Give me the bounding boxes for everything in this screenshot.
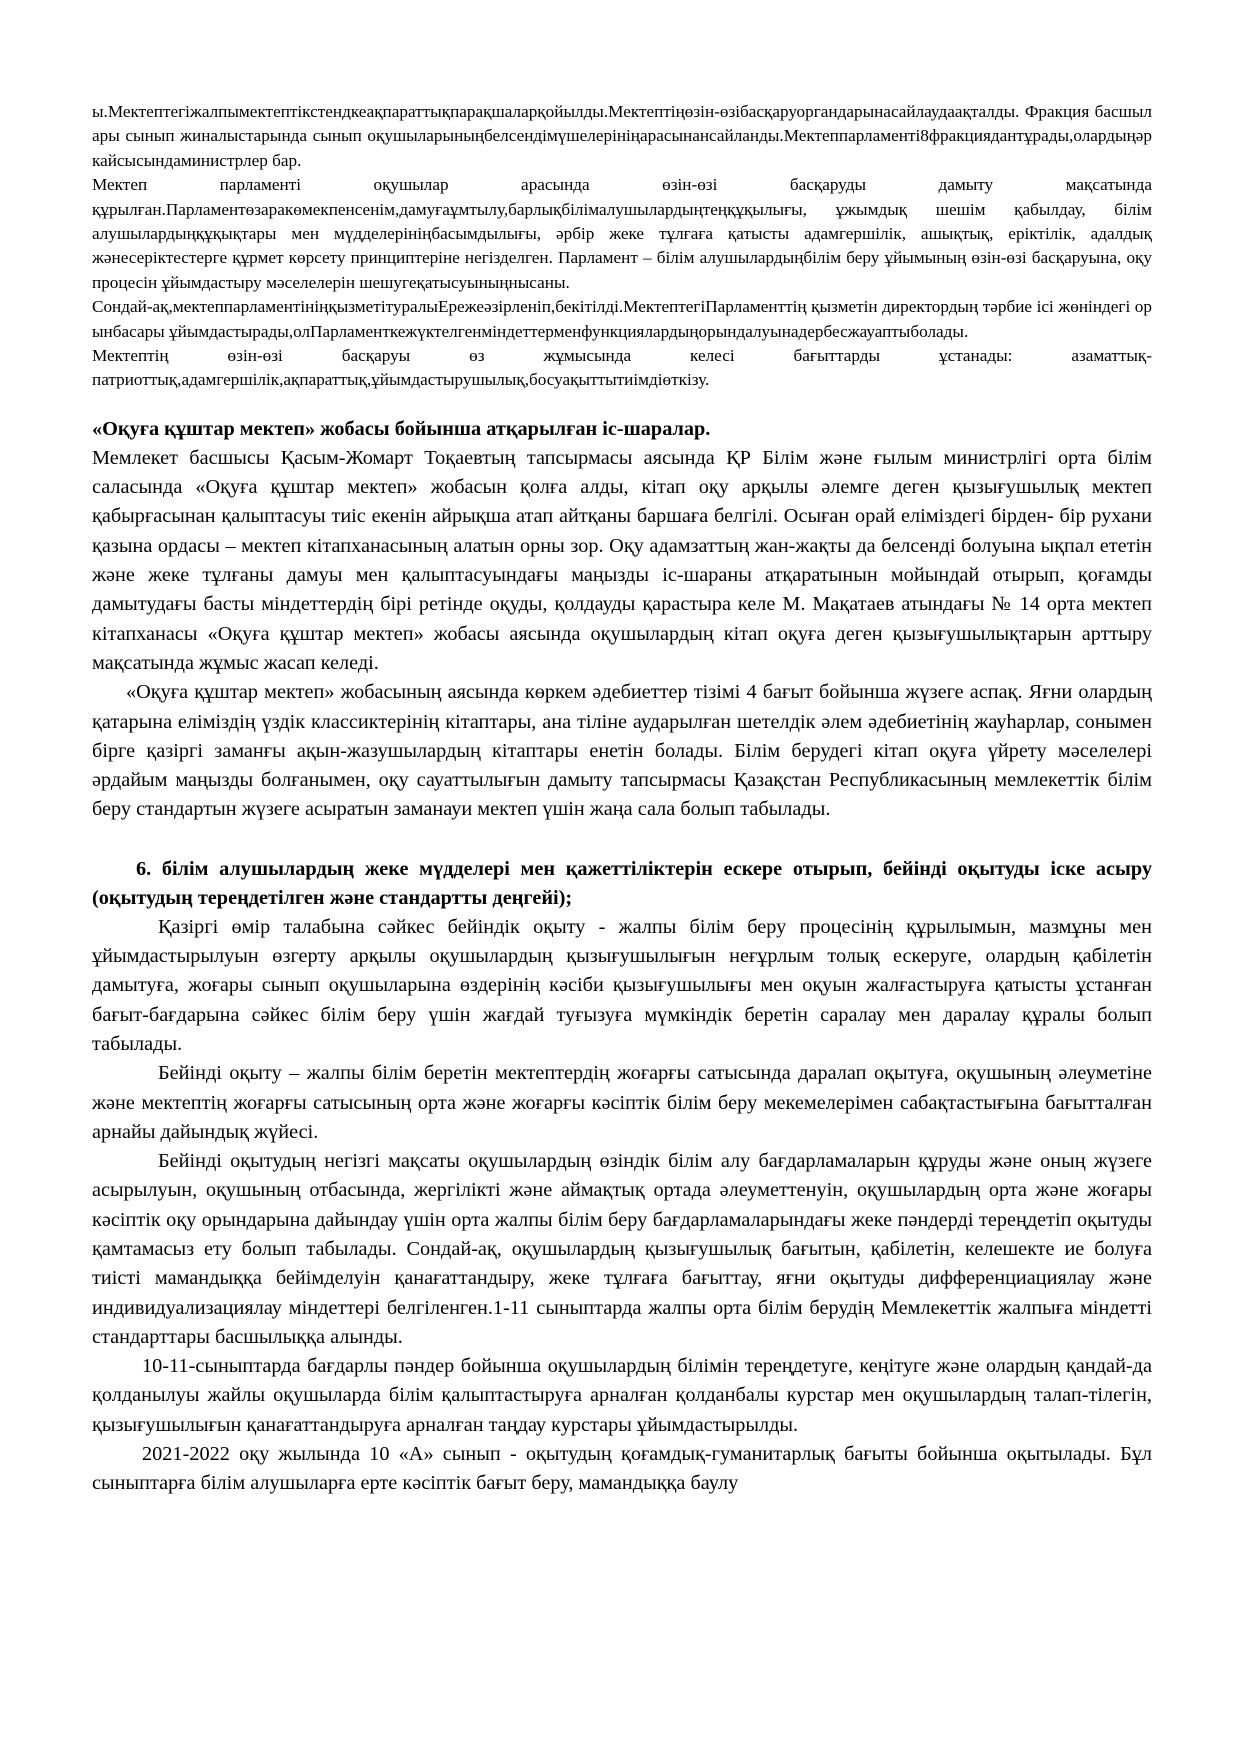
paragraph: Бейінді оқыту – жалпы білім беретін мектептердің жоғарғы сатысында даралап оқытуға, оқушының әлеуметіне және мектептің жоғарғы сатысының орта және жоғарғы кәсіптік білім беру мекемелерімен сабақтастығына бағытталған арнайы дайындық жүйесі.: [92, 1062, 1152, 1143]
section-heading: «Оқуға құштар мектеп» жобасы бойынша атқарылған іс-шаралар.: [92, 417, 711, 440]
paragraph: 2021-2022 оқу жылында 10 «А» сынып - оқытудың қоғамдық-гуманитарлық бағыты бойынша оқытылады. Бұл сыныптарға білім алушыларға ерте кәсіптік бағыт беру, мамандыққа баулу: [92, 1443, 1152, 1495]
paragraph: Мектептің өзін-өзі басқаруы өз жұмысында келесі бағыттарды ұстанады: азаматтық-патриоттық,адамгершілік,ақпараттық,ұйымдастырушылық,босуақыттытиімдіөткізу.: [92, 346, 1152, 390]
paragraph: Бейінді оқытудың негізгі мақсаты оқушылардың өзіндік білім алу бағдарламаларын құруды және оның жүзеге асырылуын, оқушының отбасында, жергілікті және аймақтық ортада әлеуметтенуін, оқушылардың орта және жоғары кәсіптік оқу орындарына дайындау үшін орта жалпы білім беру бағдарламаларындағы жеке пәндерді тереңдетіп оқытуды қамтамасыз ету болып табылады. Сондай-ақ, оқушылардың қызығушылық бағытын, қабілетін, келешекте ие болуға тиісті мамандыққа бейімделуін қанағаттандыру, жеке тұлғаға бағыттау, яғни оқытуды дифференциациялау және индивидуализациялау міндеттері белгіленген.1-11 сыныптарда жалпы орта білім берудің Мемлекеттік жалпыға міндетті стандарттары басшылыққа алынды.: [92, 1150, 1152, 1348]
section-profile-education: [92, 855, 1152, 1499]
section-heading: 6. білім алушылардың жеке мүдделері мен қажеттіліктерін ескере отырып, бейінді оқытуды іске асыру (оқытудың тереңдетілген және стандартты деңгейі);: [92, 857, 1152, 909]
section-school-parliament: [92, 100, 1152, 393]
paragraph: «Оқуға құштар мектеп» жобасының аясында көркем әдебиеттер тізімі 4 бағыт бойынша жүзеге аспақ. Яғни олардың қатарына еліміздің үздік классиктерінің кітаптары, ана тіліне аударылған шетелдік әлем әдебиетінің жауһарлар, сонымен бірге қазіргі заманғы ақын-жазушылардың кітаптары енетін болады. Білім берудегі кітап оқуға үйрету мәселелері әрдайым маңызды болғанымен, оқу сауаттылығын дамыту тапсырмасы Қазақстан Республикасының мемлекеттік білім беру стандартын жүзеге асыратын заманауи мектеп үшін жаңа сала болып табылады.: [92, 681, 1152, 821]
section-reading-school: [92, 415, 1152, 825]
paragraph: Мемлекет басшысы Қасым-Жомарт Тоқаевтың тапсырмасы аясында ҚР Білім және ғылым министрлігі орта білім саласында «Оқуға құштар мектеп» жобасын қолға алды, кітап оқу арқылы әлемге деген қызығушылық мектеп қабырғасынан қалыптасуы тиіс екенін айрықша атап айтқаны баршаға белгілі. Осыған орай еліміздегі бірден- бір рухани қазына ордасы – мектеп кітапханасының алатын орны зор. Оқу адамзаттың жан-жақты да белсенді болуына ықпал ететін және жеке тұлғаны дамуы мен қалыптасуындағы маңызды іс-шараны атқаратынын мойындай отырып, қоғамды дамытудағы басты міндеттердің бірі ретінде оқуды, қолдауды қарастыра келе М. Мақатаев атындағы № 14 орта мектеп кітапханасы «Оқуға құштар мектеп» жобасы аясында оқушылардың кітап оқуға деген қызығушылықтарын арттыру мақсатында жұмыс жасап келеді.: [92, 446, 1152, 674]
document-page: [92, 100, 1152, 1499]
paragraph: Сондай-ақ,мектеппарламентініңқызметітуралыЕрежеәзірленіп,бекітілді.МектептегіПарламенттің қызметін директордың тәрбие ісі жөніндегі орынбасары ұйымдастырады,олПарламенткежүктелгенміндеттерменфункциялардыңорындалуынадербесжауаптыболады.: [92, 297, 1152, 341]
paragraph: Мектеп парламенті оқушылар арасында өзін-өзі басқаруды дамыту мақсатында құрылған.Парламентөзаракөмекпенсенім,дамуғаұмтылу,барлықбілімалушылардыңтеңқұқылығы, ұжымдық шешім қабылдау, білім алушылардыңқұқықтары мен мүдделерініңбасымдылығы, әрбір жеке тұлғаға қатысты адамгершілік, ашықтық, еріктілік, адалдық жәнесеріктестерге құрмет көрсету принциптеріне негізделген. Парламент – білім алушылардыңбілім беру ұйымының өзін-өзі басқаруына, оқу процесін ұйымдастыру мәселелерін шешугеқатысуыныңнысаны.: [92, 175, 1152, 292]
paragraph: 10-11-сыныптарда бағдарлы пәндер бойынша оқушылардың білімін тереңдетуге, кеңітуге және олардың қандай-да қолданылуы жайлы оқушыларда білім қалыптастыруға арналған қолданбалы курстар мен оқушылардың талап-тілегін, қызығушылығын қанағаттандыруға арналған таңдау курстары ұйымдастырылды.: [92, 1355, 1152, 1436]
paragraph: ы.Мектептегіжалпымектептікстендкеақпараттықпарақшаларқойылды.Мектептіңөзін-өзібасқаруоргандарынасайлаудаақталды. Фракция басшылары сынып жиналыстарында сынып оқушыларыныңбелсендімүшелерініңарасынансайланды.Мектеппарламенті8фракциядантұрады,олардыңәркайсысындаминистрлер бар.: [92, 102, 1152, 170]
paragraph: Қазіргі өмір талабына сәйкес бейіндік оқыту - жалпы білім беру процесінің құрылымын, мазмұны мен ұйымдастырылуын өзгерту арқылы оқушылардың қызығушылығын неғұрлым толық ескеруге, олардың қабілетін дамытуға, жоғары сынып оқушыларына өздерінің кәсіби қызығушылығы мен оқуын жалғастыруға қатысты ұстанған бағыт-бағдарына сәйкес білім беру үшін жағдай туғызуға мүмкіндік беретін саралау мен даралау құралы болып табылады.: [92, 915, 1152, 1055]
